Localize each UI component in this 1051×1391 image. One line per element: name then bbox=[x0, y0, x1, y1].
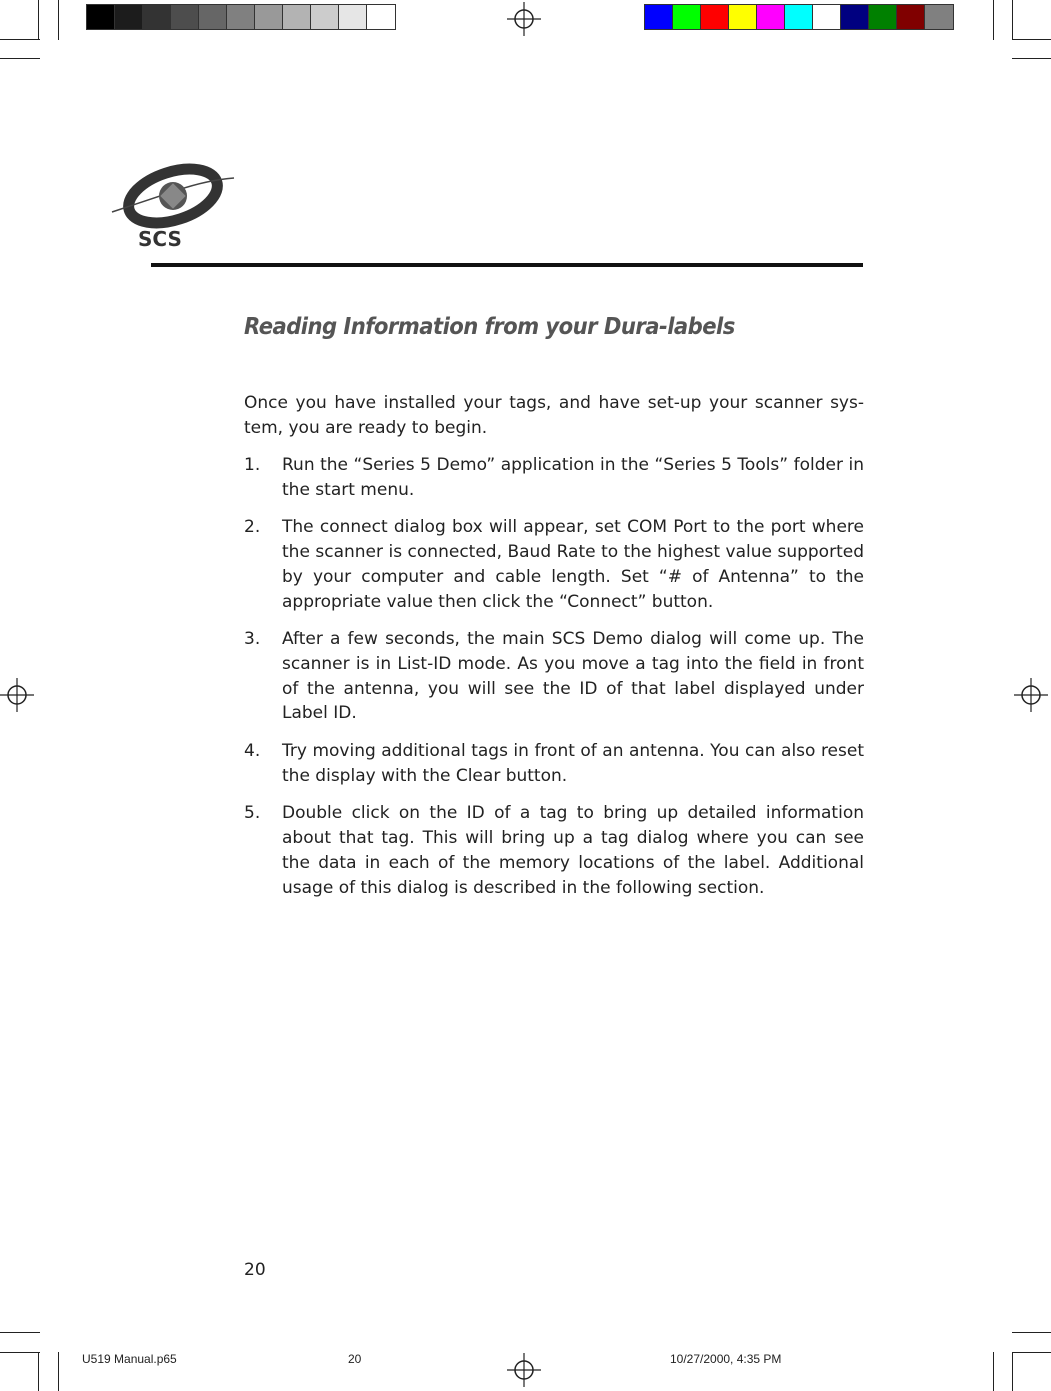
scs-logo bbox=[108, 160, 238, 252]
crop-mark bbox=[58, 1352, 59, 1391]
crop-mark bbox=[38, 1352, 39, 1391]
crop-mark bbox=[993, 0, 994, 40]
crop-mark bbox=[0, 39, 40, 40]
grayscale-color-bar bbox=[86, 4, 396, 30]
list-item bbox=[244, 739, 864, 788]
grayscale-swatch bbox=[87, 5, 115, 29]
step-text: After a few seconds, the main SCS Demo dialog will come up. The scanner is in List-ID mode. As you move a tag into the field in front of the antenna, you will see the ID of that label displayed under Label ID. bbox=[282, 629, 864, 724]
crop-mark bbox=[0, 58, 40, 59]
slug-date: 10/27/2000, 4:35 PM bbox=[670, 1352, 782, 1366]
grayscale-swatch bbox=[367, 5, 395, 29]
process-color-swatch bbox=[813, 5, 841, 29]
registration-mark-icon bbox=[0, 678, 34, 712]
header-rule bbox=[151, 263, 863, 267]
process-color-swatch bbox=[645, 5, 673, 29]
process-color-swatch bbox=[925, 5, 953, 29]
grayscale-swatch bbox=[199, 5, 227, 29]
crop-mark bbox=[1012, 1352, 1013, 1391]
process-color-swatch bbox=[785, 5, 813, 29]
grayscale-swatch bbox=[311, 5, 339, 29]
crop-mark bbox=[993, 1352, 994, 1391]
registration-mark-icon bbox=[1014, 678, 1048, 712]
list-item bbox=[244, 801, 864, 900]
crop-mark bbox=[1012, 1332, 1051, 1333]
process-color-swatch bbox=[701, 5, 729, 29]
grayscale-swatch bbox=[143, 5, 171, 29]
crop-mark bbox=[1012, 58, 1051, 59]
section-heading: Reading Information from your Dura-labels bbox=[244, 314, 735, 340]
process-color-bar bbox=[644, 4, 954, 30]
steps-list bbox=[244, 453, 864, 913]
process-color-swatch bbox=[841, 5, 869, 29]
registration-mark-icon bbox=[507, 1353, 541, 1387]
process-color-swatch bbox=[869, 5, 897, 29]
registration-mark-icon bbox=[507, 2, 541, 36]
grayscale-swatch bbox=[171, 5, 199, 29]
logo-text: SCS bbox=[138, 227, 182, 251]
step-number: 5. bbox=[244, 803, 261, 824]
step-text: Try moving additional tags in front of an antenna. You can also reset the display with the Clear button. bbox=[282, 741, 864, 786]
step-number: 4. bbox=[244, 741, 261, 762]
step-text: The connect dialog box will appear, set COM Port to the port where the scanner is connected, Baud Rate to the highest value supported by your computer and cable length. Set “# of Antenna” to the appropriate value then click the “Connect” button. bbox=[282, 517, 864, 612]
crop-mark bbox=[0, 1332, 40, 1333]
process-color-swatch bbox=[757, 5, 785, 29]
crop-mark bbox=[0, 1352, 40, 1353]
crop-mark bbox=[1012, 39, 1051, 40]
intro-paragraph: Once you have installed your tags, and have set-up your scanner sys-tem, you are ready to begin. bbox=[244, 393, 864, 438]
slug-filename: U519 Manual.p65 bbox=[82, 1352, 177, 1366]
page-number: 20 bbox=[244, 1260, 266, 1280]
process-color-swatch bbox=[673, 5, 701, 29]
slug-page: 20 bbox=[348, 1352, 362, 1366]
list-item bbox=[244, 627, 864, 726]
crop-mark bbox=[58, 0, 59, 40]
grayscale-swatch bbox=[115, 5, 143, 29]
step-text: Run the “Series 5 Demo” application in the “Series 5 Tools” folder in the start menu. bbox=[282, 455, 864, 500]
step-number: 1. bbox=[244, 455, 261, 475]
grayscale-swatch bbox=[255, 5, 283, 29]
process-color-swatch bbox=[897, 5, 925, 29]
step-number: 2. bbox=[244, 517, 261, 538]
crop-mark bbox=[38, 0, 39, 40]
list-item bbox=[244, 515, 864, 614]
grayscale-swatch bbox=[339, 5, 367, 29]
process-color-swatch bbox=[729, 5, 757, 29]
grayscale-swatch bbox=[227, 5, 255, 29]
crop-mark bbox=[1012, 0, 1013, 40]
crop-mark bbox=[1012, 1352, 1051, 1353]
grayscale-swatch bbox=[283, 5, 311, 29]
step-text: Double click on the ID of a tag to bring up detailed information about that tag. This will bring up a tag dialog where you can see the data in each of the memory locations of the label. Additional usage of this dialog is described in the following section. bbox=[282, 803, 864, 898]
step-number: 3. bbox=[244, 629, 261, 650]
list-item bbox=[244, 453, 864, 502]
